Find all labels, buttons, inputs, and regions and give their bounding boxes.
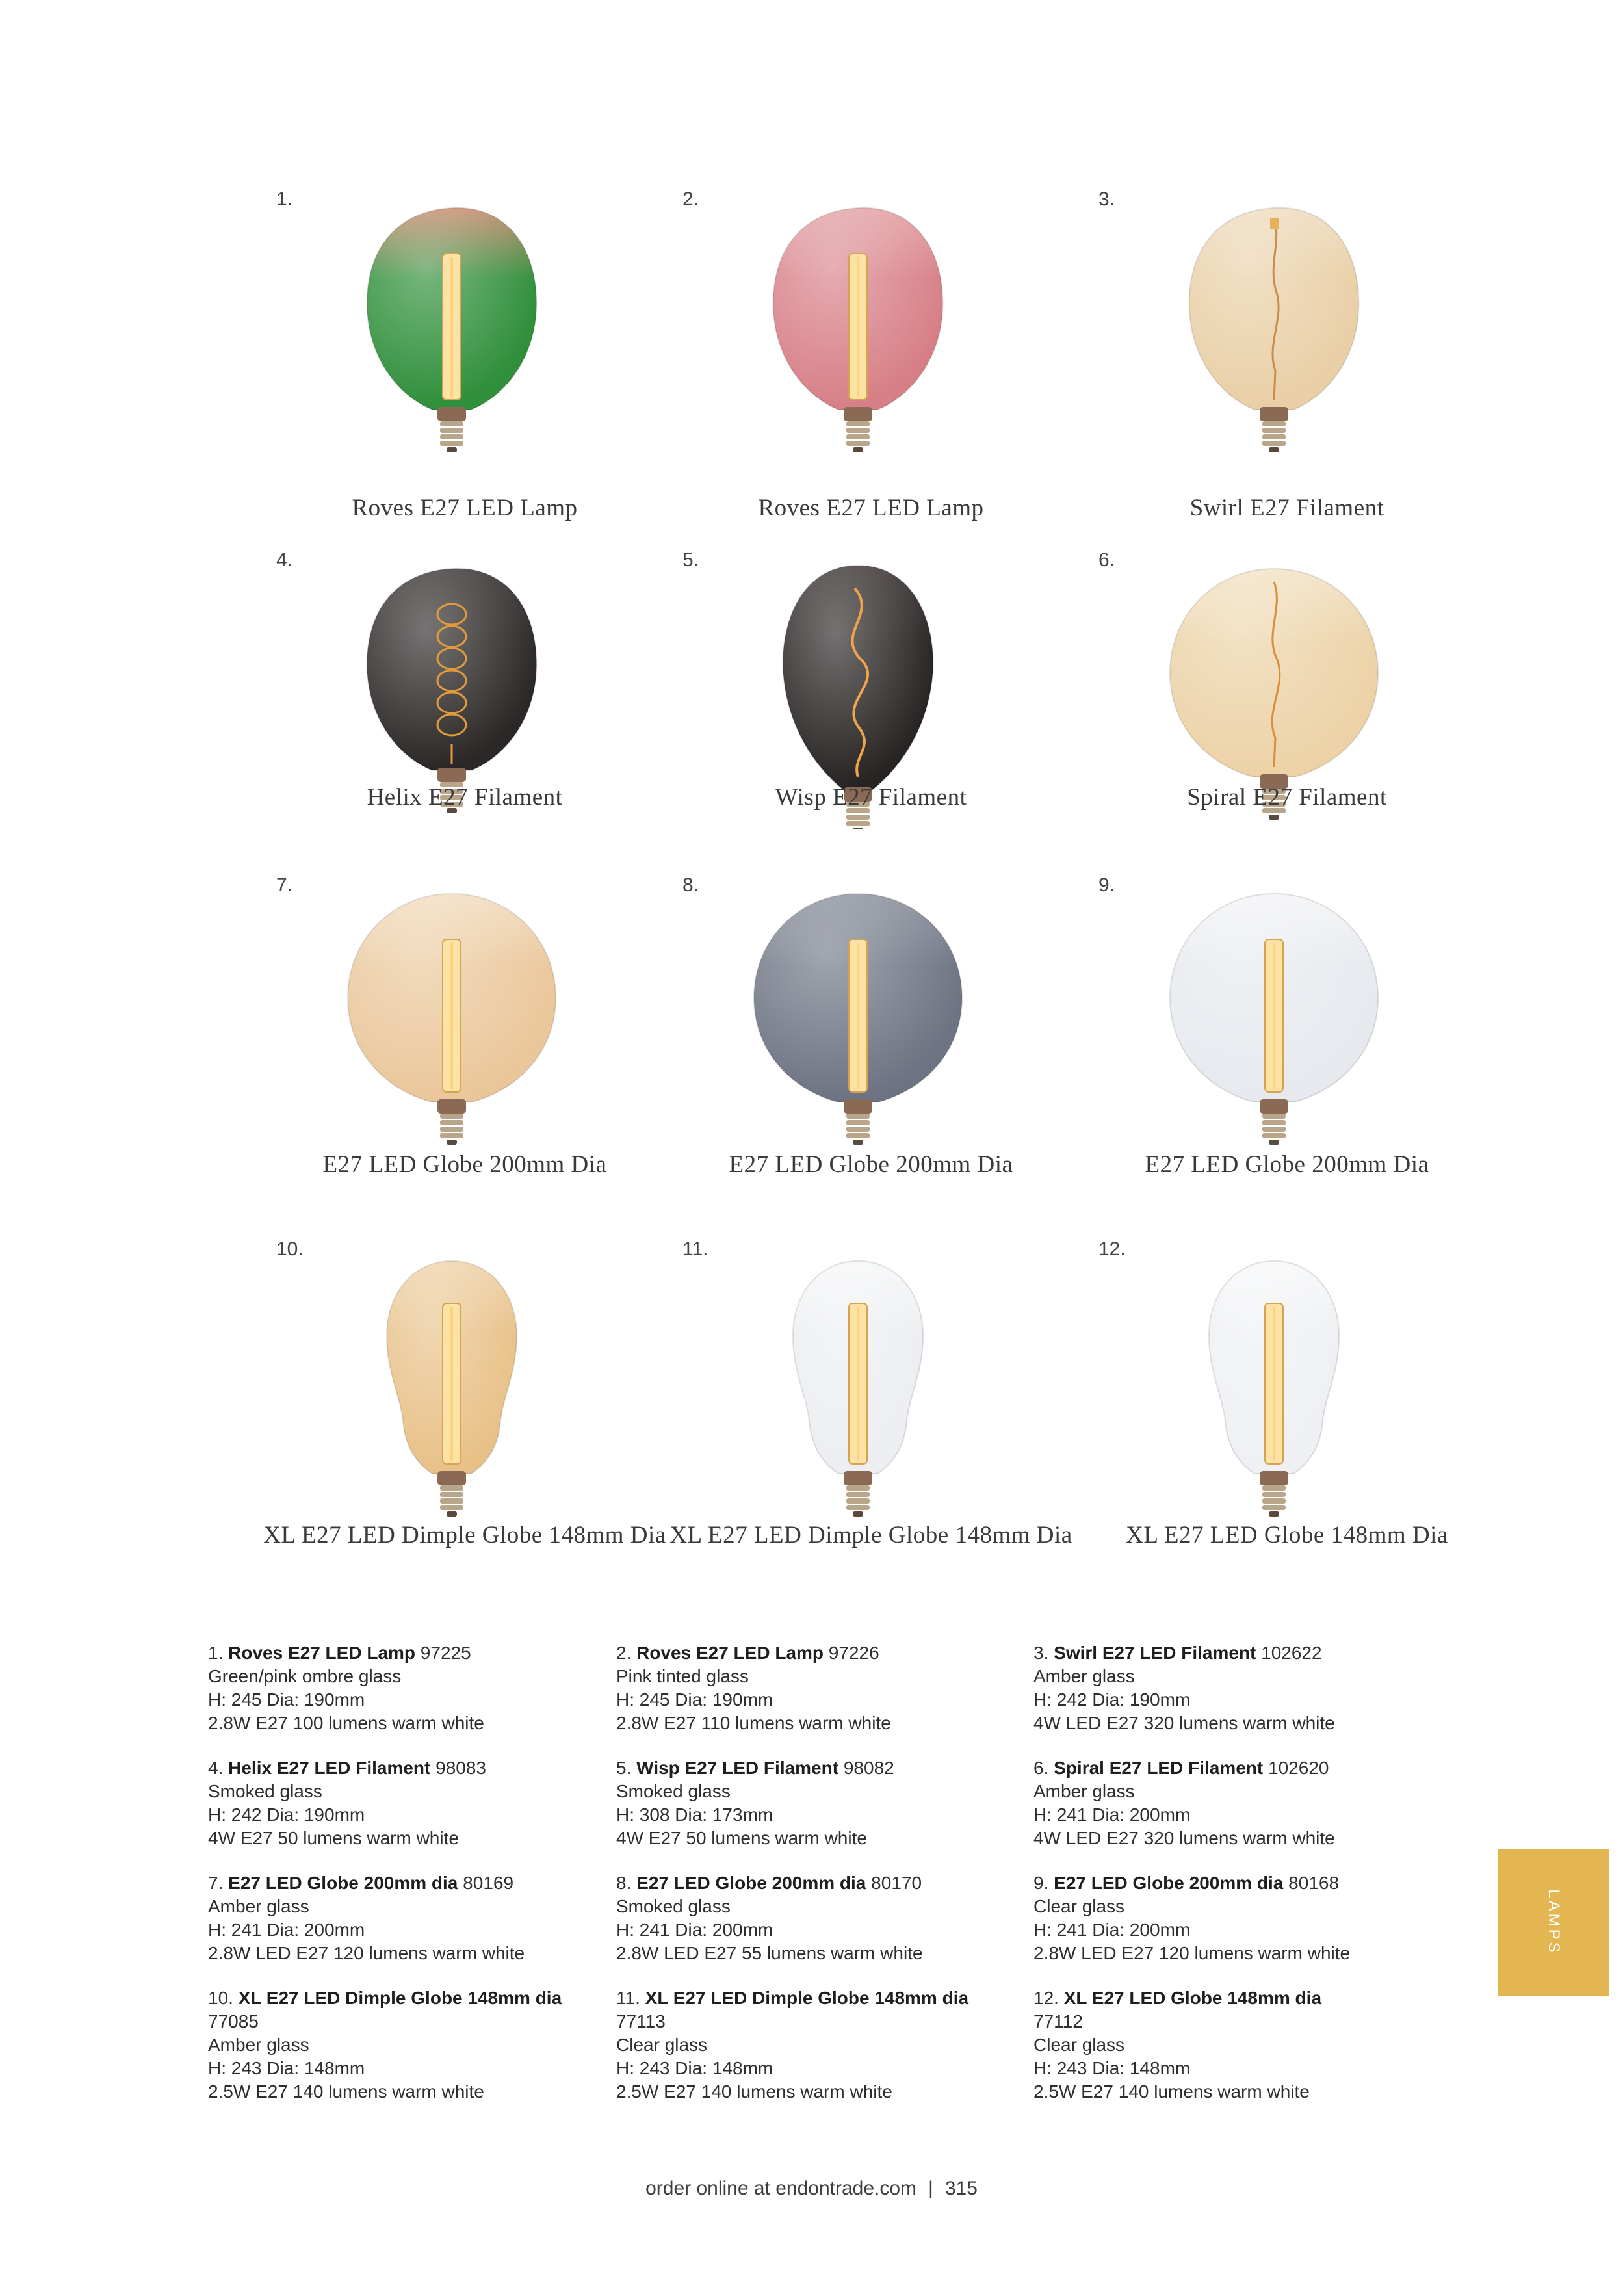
spec-entry	[208, 1641, 598, 1735]
spec-name: E27 LED Globe 200mm dia	[636, 1873, 866, 1893]
spec-name: Roves E27 LED Lamp	[228, 1643, 416, 1663]
spec-number: 2.	[616, 1643, 632, 1663]
bulb-filament	[849, 254, 867, 400]
bulb-image	[1137, 868, 1410, 1154]
spec-number: 8.	[616, 1873, 632, 1893]
spec-name: E27 LED Globe 200mm dia	[228, 1873, 458, 1893]
product-number: 5.	[682, 549, 699, 571]
product-number: 4.	[276, 549, 293, 571]
product-card	[682, 189, 1098, 540]
spec-code: 80170	[871, 1873, 922, 1893]
product-title: Roves E27 LED Lamp	[758, 495, 984, 521]
spec-name: XL E27 LED Globe 148mm dia	[1063, 1988, 1322, 2008]
page-number: 315	[944, 2178, 978, 2199]
spec-number: 4.	[208, 1758, 224, 1778]
product-number: 12.	[1098, 1238, 1126, 1260]
spec-line: Pink tinted glass	[616, 1666, 749, 1686]
spec-name: XL E27 LED Dimple Globe 148mm dia	[238, 1988, 562, 2008]
spec-entry	[208, 1987, 598, 2104]
spec-number: 9.	[1033, 1873, 1049, 1893]
spec-line: 4W LED E27 320 lumens warm white	[1033, 1713, 1335, 1733]
product-number: 8.	[682, 874, 699, 896]
spec-line: 2.5W E27 140 lumens warm white	[1033, 2081, 1310, 2102]
spec-name: Roves E27 LED Lamp	[636, 1643, 824, 1663]
spec-line: Amber glass	[1033, 1781, 1135, 1801]
bulb-filament	[1265, 939, 1283, 1092]
spec-line: H: 242 Dia: 190mm	[208, 1805, 365, 1825]
bulb-e27-base	[844, 407, 872, 452]
spec-number: 1.	[208, 1643, 224, 1663]
spec-line: Clear glass	[616, 2035, 708, 2055]
product-card	[1098, 189, 1514, 540]
spec-line: 2.8W LED E27 120 lumens warm white	[1033, 1943, 1351, 1963]
spec-line: H: 241 Dia: 200mm	[1033, 1920, 1191, 1940]
spec-line: H: 245 Dia: 190mm	[616, 1689, 773, 1710]
bulb-sheen	[783, 566, 933, 790]
product-number: 10.	[276, 1238, 304, 1260]
spec-number: 6.	[1033, 1758, 1049, 1778]
bulb-filament	[443, 939, 461, 1092]
bulb-e27-base	[1260, 1099, 1288, 1145]
spec-code: 97225	[420, 1643, 471, 1663]
spec-code: 77113	[616, 2011, 666, 2031]
spec-code: 77085	[208, 2011, 259, 2031]
spec-line: H: 241 Dia: 200mm	[208, 1920, 365, 1940]
product-title: XL E27 LED Globe 148mm Dia	[1126, 1522, 1448, 1548]
bulb-filament	[1265, 1303, 1283, 1464]
spec-line: Smoked glass	[616, 1781, 731, 1801]
bulb-e27-base	[844, 1471, 872, 1517]
spec-name: Swirl E27 LED Filament	[1054, 1643, 1256, 1663]
product-card	[1098, 549, 1514, 900]
product-title: E27 LED Globe 200mm Dia	[1145, 1151, 1429, 1178]
bulb-e27-base	[437, 1471, 466, 1517]
spec-number: 12.	[1033, 1988, 1059, 2008]
spec-code: 98082	[843, 1758, 894, 1778]
page-footer	[0, 2178, 1623, 2200]
bulb-e27-base	[844, 1099, 872, 1145]
spec-line: H: 241 Dia: 200mm	[1033, 1805, 1191, 1825]
spec-code: 97226	[828, 1643, 879, 1663]
bulb-e27-base	[1260, 1471, 1288, 1517]
spec-entry	[1033, 1987, 1423, 2104]
bulb-image	[315, 1232, 588, 1518]
product-number: 3.	[1098, 189, 1115, 210]
spec-line: Amber glass	[208, 2035, 309, 2055]
bulb-image	[315, 182, 588, 468]
footer-website-link[interactable]: order online at endontrade.com	[645, 2178, 917, 2199]
spec-line: Clear glass	[1033, 1896, 1125, 1916]
spec-line: 2.8W LED E27 55 lumens warm white	[616, 1943, 923, 1963]
product-number: 7.	[276, 874, 293, 896]
spec-line: Clear glass	[1033, 2035, 1125, 2055]
spec-code: 80169	[463, 1873, 514, 1893]
spec-line: 4W E27 50 lumens warm white	[616, 1828, 867, 1848]
spec-entry	[616, 1987, 1006, 2104]
bulb-image	[1137, 1232, 1410, 1518]
spec-entry	[1033, 1641, 1423, 1735]
bulb-filament	[849, 939, 867, 1092]
bulb-e27-base	[1260, 407, 1288, 452]
spec-number: 10.	[208, 1988, 233, 2008]
spec-line: H: 243 Dia: 148mm	[1033, 2058, 1191, 2078]
product-title: Spiral E27 Filament	[1187, 784, 1387, 811]
spec-line: Smoked glass	[616, 1896, 731, 1916]
bulb-image	[721, 868, 994, 1154]
spec-line: 2.8W E27 100 lumens warm white	[208, 1713, 484, 1733]
spec-number: 11.	[616, 1988, 640, 2008]
product-title: Wisp E27 Filament	[775, 784, 967, 811]
bulb-e27-base	[437, 1099, 466, 1145]
product-title: Helix E27 Filament	[367, 784, 563, 811]
spec-line: 4W E27 50 lumens warm white	[208, 1828, 459, 1848]
spec-name: Helix E27 LED Filament	[228, 1758, 431, 1778]
product-title: E27 LED Globe 200mm Dia	[729, 1151, 1013, 1178]
spec-line: H: 243 Dia: 148mm	[616, 2058, 773, 2078]
bulb-e27-base	[437, 407, 466, 452]
spec-line: Green/pink ombre glass	[208, 1666, 402, 1686]
spec-line: H: 308 Dia: 173mm	[616, 1805, 773, 1825]
spec-code: 77112	[1033, 2011, 1083, 2031]
product-title: Swirl E27 Filament	[1189, 495, 1384, 521]
product-number: 2.	[682, 189, 699, 210]
spec-name: XL E27 LED Dimple Globe 148mm dia	[645, 1988, 969, 2008]
spec-entry	[208, 1872, 598, 1965]
spec-code: 102620	[1268, 1758, 1329, 1778]
spec-line: 2.5W E27 140 lumens warm white	[616, 2081, 892, 2102]
spec-code: 98083	[435, 1758, 487, 1778]
spec-entry	[616, 1641, 1006, 1735]
product-title: Roves E27 LED Lamp	[352, 495, 578, 521]
product-title: XL E27 LED Dimple Globe 148mm Dia	[669, 1522, 1072, 1548]
product-number: 6.	[1098, 549, 1115, 571]
spec-number: 5.	[616, 1758, 632, 1778]
spec-entry	[208, 1756, 598, 1850]
spec-entry	[1033, 1872, 1423, 1965]
spec-line: H: 245 Dia: 190mm	[208, 1689, 365, 1710]
spec-line: H: 241 Dia: 200mm	[616, 1920, 773, 1940]
spec-number: 7.	[208, 1873, 224, 1893]
spec-line: 4W LED E27 320 lumens warm white	[1033, 1828, 1335, 1848]
spec-name: Wisp E27 LED Filament	[636, 1758, 839, 1778]
spec-name: E27 LED Globe 200mm dia	[1054, 1873, 1284, 1893]
bulb-image	[721, 1232, 994, 1518]
spec-line: Amber glass	[208, 1896, 309, 1916]
product-card	[276, 189, 692, 540]
bulb-image	[1137, 182, 1410, 468]
spec-line: H: 243 Dia: 148mm	[208, 2058, 365, 2078]
section-tab-lamps[interactable]	[1498, 1849, 1609, 1996]
bulb-image	[315, 868, 588, 1154]
bulb-filament	[849, 1303, 867, 1464]
spec-line: Amber glass	[1033, 1666, 1135, 1686]
product-card	[276, 549, 692, 900]
spec-number: 3.	[1033, 1643, 1049, 1663]
spec-entry	[616, 1756, 1006, 1850]
product-number: 11.	[682, 1238, 708, 1260]
spec-line: Smoked glass	[208, 1781, 322, 1801]
product-number: 1.	[276, 189, 293, 210]
product-card	[1098, 874, 1514, 1225]
spec-line: 2.5W E27 140 lumens warm white	[208, 2081, 484, 2102]
spec-entry	[616, 1872, 1006, 1965]
spec-name: Spiral E27 LED Filament	[1054, 1758, 1264, 1778]
product-title: XL E27 LED Dimple Globe 148mm Dia	[263, 1522, 666, 1548]
product-card	[682, 549, 1098, 900]
spec-line: 2.8W E27 110 lumens warm white	[616, 1713, 891, 1733]
spec-line: H: 242 Dia: 190mm	[1033, 1689, 1191, 1710]
bulb-filament	[443, 254, 461, 400]
product-number: 9.	[1098, 874, 1115, 896]
bulb-image	[721, 182, 994, 468]
footer-separator: |	[928, 2178, 933, 2199]
spec-line: 2.8W LED E27 120 lumens warm white	[208, 1943, 525, 1963]
spec-entry	[1033, 1756, 1423, 1850]
bulb-filament	[443, 1303, 461, 1464]
product-title: E27 LED Globe 200mm Dia	[322, 1151, 607, 1178]
spec-code: 102622	[1261, 1643, 1322, 1663]
spec-code: 80168	[1288, 1873, 1340, 1893]
section-tab-label: LAMPS	[1545, 1889, 1563, 1955]
product-card	[1098, 1238, 1514, 1589]
